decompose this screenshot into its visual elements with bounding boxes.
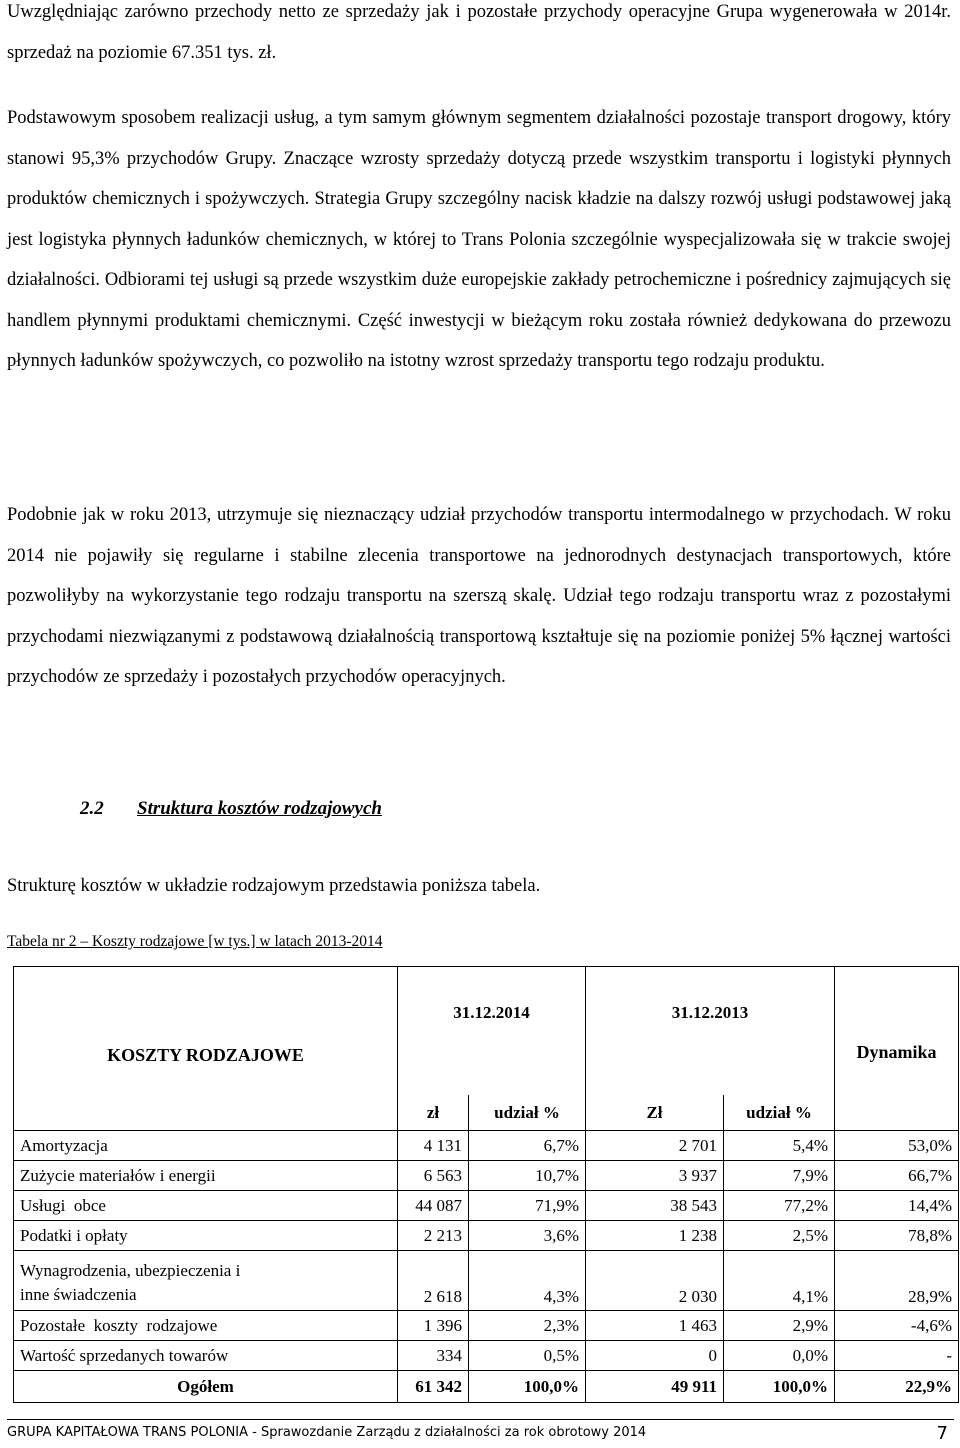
share-2014: 3,6% [469, 1221, 586, 1251]
table-row [14, 1341, 959, 1371]
total-value-2013: 49 911 [586, 1371, 724, 1403]
paragraph-sales-summary: Uwzględniając zarówno przechody netto ze sprzedaży jak i pozostałe przychody operacyjne Grupa wygenerowała w 2014r. sprzedaż na poziomie 67.351 tys. zł. [7, 2, 951, 63]
dynamics-value: 66,7% [835, 1161, 959, 1191]
share-2013: 2,9% [724, 1311, 835, 1341]
row-label: Wynagrodzenia, ubezpieczenia i inne świadczenia [14, 1251, 398, 1311]
dynamics-value: 78,8% [835, 1221, 959, 1251]
share-2013: 7,9% [724, 1161, 835, 1191]
table-intro-text: Strukturę kosztów w układzie rodzajowym przedstawia poniższa tabela. [7, 876, 541, 896]
table-row [14, 1131, 959, 1161]
subheader-share-2013: udział % [724, 1095, 835, 1131]
share-2014: 0,5% [469, 1341, 586, 1371]
share-2014: 71,9% [469, 1191, 586, 1221]
dynamics-value: 28,9% [835, 1251, 959, 1311]
row-label: Zużycie materiałów i energii [14, 1161, 398, 1191]
row-label: Amortyzacja [14, 1131, 398, 1161]
dynamics-value: - [835, 1341, 959, 1371]
page-number: 7 [936, 1423, 948, 1444]
dynamics-value: -4,6% [835, 1311, 959, 1341]
table-row [14, 1311, 959, 1341]
subheader-share-2014: udział % [469, 1095, 586, 1131]
row-label: Pozostałe koszty rodzajowe [14, 1311, 398, 1341]
value-2014: 2 213 [398, 1221, 469, 1251]
dynamics-value: 53,0% [835, 1131, 959, 1161]
total-label: Ogółem [14, 1371, 398, 1403]
share-2014: 6,7% [469, 1131, 586, 1161]
total-value-2014: 61 342 [398, 1371, 469, 1403]
total-share-2014: 100,0% [469, 1371, 586, 1403]
value-2014: 4 131 [398, 1131, 469, 1161]
share-2014: 2,3% [469, 1311, 586, 1341]
section-number: 2.2 [80, 798, 104, 819]
page-footer: GRUPA KAPITAŁOWA TRANS POLONIA - Sprawozdanie Zarządu z działalności za rok obrotowy 2014 [7, 1425, 647, 1440]
total-share-2013: 100,0% [724, 1371, 835, 1403]
row-label: Usługi obce [14, 1191, 398, 1221]
share-2013: 5,4% [724, 1131, 835, 1161]
value-2013: 1 463 [586, 1311, 724, 1341]
value-2014: 44 087 [398, 1191, 469, 1221]
table-header-row [14, 967, 959, 1096]
header-date-2014: 31.12.2014 [398, 967, 586, 1096]
value-2014: 1 396 [398, 1311, 469, 1341]
subheader-zl-2014: zł [398, 1095, 469, 1131]
value-2013: 3 937 [586, 1161, 724, 1191]
share-2014: 4,3% [469, 1251, 586, 1311]
table-row [14, 1221, 959, 1251]
header-dynamics: Dynamika [835, 967, 959, 1131]
subheader-zl-2013: Zł [586, 1095, 724, 1131]
value-2014: 6 563 [398, 1161, 469, 1191]
table-caption: Tabela nr 2 – Koszty rodzajowe [w tys.] w latach 2013-2014 [7, 933, 383, 950]
footer-divider [7, 1419, 954, 1420]
row-label: Wartość sprzedanych towarów [14, 1341, 398, 1371]
value-2013: 2 701 [586, 1131, 724, 1161]
cost-structure-table [13, 966, 959, 1403]
share-2013: 2,5% [724, 1221, 835, 1251]
value-2013: 38 543 [586, 1191, 724, 1221]
share-2013: 77,2% [724, 1191, 835, 1221]
paragraph-road-transport: Podstawowym sposobem realizacji usług, a tym samym głównym segmentem działalności pozostaje transport drogowy, który stanowi 95,3% przychodów Grupy. Znaczące wzrosty sprzedaży dotyczą przede wszystkim transportu i logistyki płynnych produktów chemicznych i spożywczych. Strategia Grupy szczególny nacisk kładzie na dalszy rozwój usługi podstawowej jaką jest logistyka płynnych ładunków chemicznych, w której to Trans Polonia szczególnie wyspecjalizowała się w trakcie swojej działalności. Odbiorami tej usługi są przede wszystkim duże europejskie zakłady petrochemiczne i pośrednicy zajmujących się handlem płynnymi produktami chemicznymi. Część inwestycji w bieżącym roku została również dedykowana do przewozu płynnych ładunków spożywczych, co pozwoliło na istotny wzrost sprzedaży transportu tego rodzaju produktu. [7, 108, 951, 371]
share-2013: 4,1% [724, 1251, 835, 1311]
section-title: Struktura kosztów rodzajowych [137, 798, 382, 819]
table-row [14, 1251, 959, 1311]
share-2014: 10,7% [469, 1161, 586, 1191]
section-heading [80, 794, 382, 824]
share-2013: 0,0% [724, 1341, 835, 1371]
paragraph-intermodal: Podobnie jak w roku 2013, utrzymuje się nieznaczący udział przychodów transportu intermodalnego w przychodach. W roku 2014 nie pojawiły się regularne i stabilne zlecenia transportowe na jednorodnych destynacjach transportowych, które pozwoliłyby na wykorzystanie tego rodzaju transportu na szerszą skalę. Udział tego rodzaju transportu wraz z pozostałymi przychodami niezwiązanymi z podstawową działalnością transportową kształtuje się na poziomie poniżej 5% łącznej wartości przychodów ze sprzedaży i pozostałych przychodów operacyjnych. [7, 505, 951, 687]
value-2014: 334 [398, 1341, 469, 1371]
value-2013: 1 238 [586, 1221, 724, 1251]
header-date-2013: 31.12.2013 [586, 967, 835, 1096]
value-2013: 0 [586, 1341, 724, 1371]
value-2014: 2 618 [398, 1251, 469, 1311]
header-cost-types: KOSZTY RODZAJOWE [14, 967, 398, 1131]
table-row [14, 1191, 959, 1221]
dynamics-value: 14,4% [835, 1191, 959, 1221]
row-label: Podatki i opłaty [14, 1221, 398, 1251]
total-dynamics: 22,9% [835, 1371, 959, 1403]
table-total-row [14, 1371, 959, 1403]
table-row [14, 1161, 959, 1191]
value-2013: 2 030 [586, 1251, 724, 1311]
